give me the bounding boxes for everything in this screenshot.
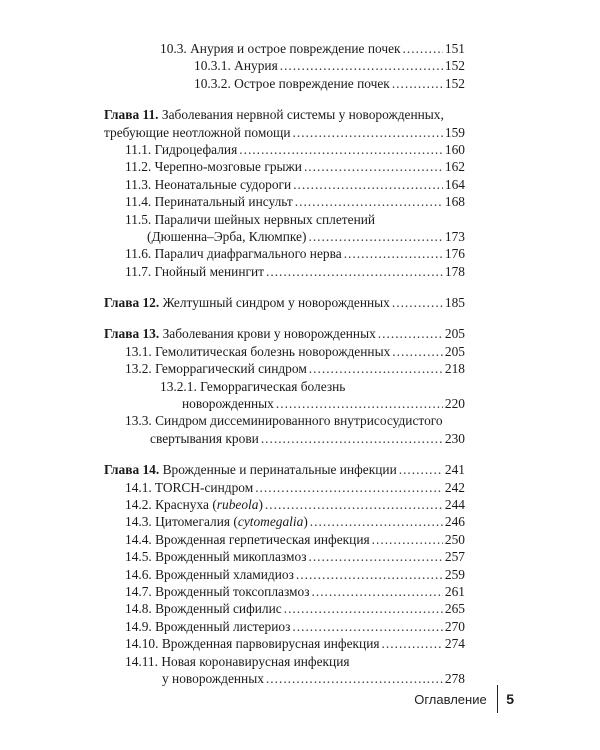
toc-entry-14-8[interactable]: 14.8. Врожденный сифилис ..... 265 xyxy=(104,600,465,617)
toc-entry-14-5[interactable]: 14.5. Врожденный микоплазмоз ..... 257 xyxy=(104,548,465,565)
toc-entry-13-2-1-cont[interactable]: новорожденных ..... 220 xyxy=(104,395,465,412)
toc-entry-11-5-cont[interactable]: (Дюшенна–Эрба, Клюмпке) ..... 173 xyxy=(104,228,465,245)
page-number: 5 xyxy=(506,691,514,707)
toc-entry-14-4[interactable]: 14.4. Врожденная герпетическая инфекция ..... 250 xyxy=(104,531,465,548)
toc-entry-10-3-1[interactable]: 10.3.1. Анурия ..... 152 xyxy=(104,57,465,74)
toc-entry-11-3[interactable]: 11.3. Неонатальные судороги ..... 164 xyxy=(104,176,465,193)
toc-entry-14-6[interactable]: 14.6. Врожденный хламидиоз ..... 259 xyxy=(104,566,465,583)
page-footer xyxy=(414,685,514,713)
toc-entry-10-3[interactable]: 10.3. Анурия и острое повреждение почек ..... 151 xyxy=(104,40,465,57)
toc-entry-13-3[interactable]: 13.3. Синдром диссеминированного внутрисосудистого xyxy=(125,413,443,429)
toc-entry-14-11[interactable]: 14.11. Новая коронавирусная инфекция xyxy=(125,653,350,669)
toc-entry-13-1[interactable]: 13.1. Гемолитическая болезнь новорожденных ..... 205 xyxy=(104,343,465,360)
toc-entry-14-9[interactable]: 14.9. Врожденный листериоз ..... 270 xyxy=(104,618,465,635)
chapter-13-entry[interactable]: Глава 13. Заболевания крови у новорожденных ..... 205 xyxy=(104,325,465,342)
toc-entry-13-3-cont[interactable]: свертывания крови ..... 230 xyxy=(104,430,465,447)
chapter-12-entry[interactable]: Глава 12. Желтушный синдром у новорожденных ..... 185 xyxy=(104,294,465,311)
toc-entry-11-4[interactable]: 11.4. Перинатальный инсульт ..... 168 xyxy=(104,193,465,210)
toc-entry-10-3-2[interactable]: 10.3.2. Острое повреждение почек ..... 152 xyxy=(104,75,465,92)
toc-entry-11-2[interactable]: 11.2. Черепно-мозговые грыжи ..... 162 xyxy=(104,158,465,175)
toc-entry-14-11-cont[interactable]: у новорожденных ..... 278 xyxy=(104,670,465,687)
toc-entry-14-10[interactable]: 14.10. Врожденная парвовирусная инфекция ..... 274 xyxy=(104,635,465,652)
toc-entry-11-6[interactable]: 11.6. Паралич диафрагмального нерва ..... 176 xyxy=(104,245,465,262)
chapter-11-heading[interactable]: Глава 11. Заболевания нервной системы у новорожденных, xyxy=(104,107,444,123)
running-title: Оглавление xyxy=(414,691,487,707)
toc-entry-11-1[interactable]: 11.1. Гидроцефалия ..... 160 xyxy=(104,141,465,158)
toc-entry-11-7[interactable]: 11.7. Гнойный менингит ..... 178 xyxy=(104,263,465,280)
chapter-14-entry[interactable]: Глава 14. Врожденные и перинатальные инфекции ..... 241 xyxy=(104,461,465,478)
toc-entry-13-2-1[interactable]: 13.2.1. Геморрагическая болезнь xyxy=(160,378,346,394)
toc-entry-14-7[interactable]: 14.7. Врожденный токсоплазмоз ..... 261 xyxy=(104,583,465,600)
chapter-11-entry[interactable]: требующие неотложной помощи ..... 159 xyxy=(104,124,465,141)
toc-entry-13-2[interactable]: 13.2. Геморрагический синдром ..... 218 xyxy=(104,360,465,377)
toc-entry-11-5[interactable]: 11.5. Параличи шейных нервных сплетений xyxy=(125,211,376,227)
toc-entry-14-1[interactable]: 14.1. TORCH-синдром ..... 242 xyxy=(104,479,465,496)
toc-entry-14-3[interactable]: 14.3. Цитомегалия (cytomegalia) ..... 246 xyxy=(104,513,465,530)
toc-entry-14-2[interactable]: 14.2. Краснуха (rubeola) ..... 244 xyxy=(104,496,465,513)
table-of-contents xyxy=(104,40,465,687)
